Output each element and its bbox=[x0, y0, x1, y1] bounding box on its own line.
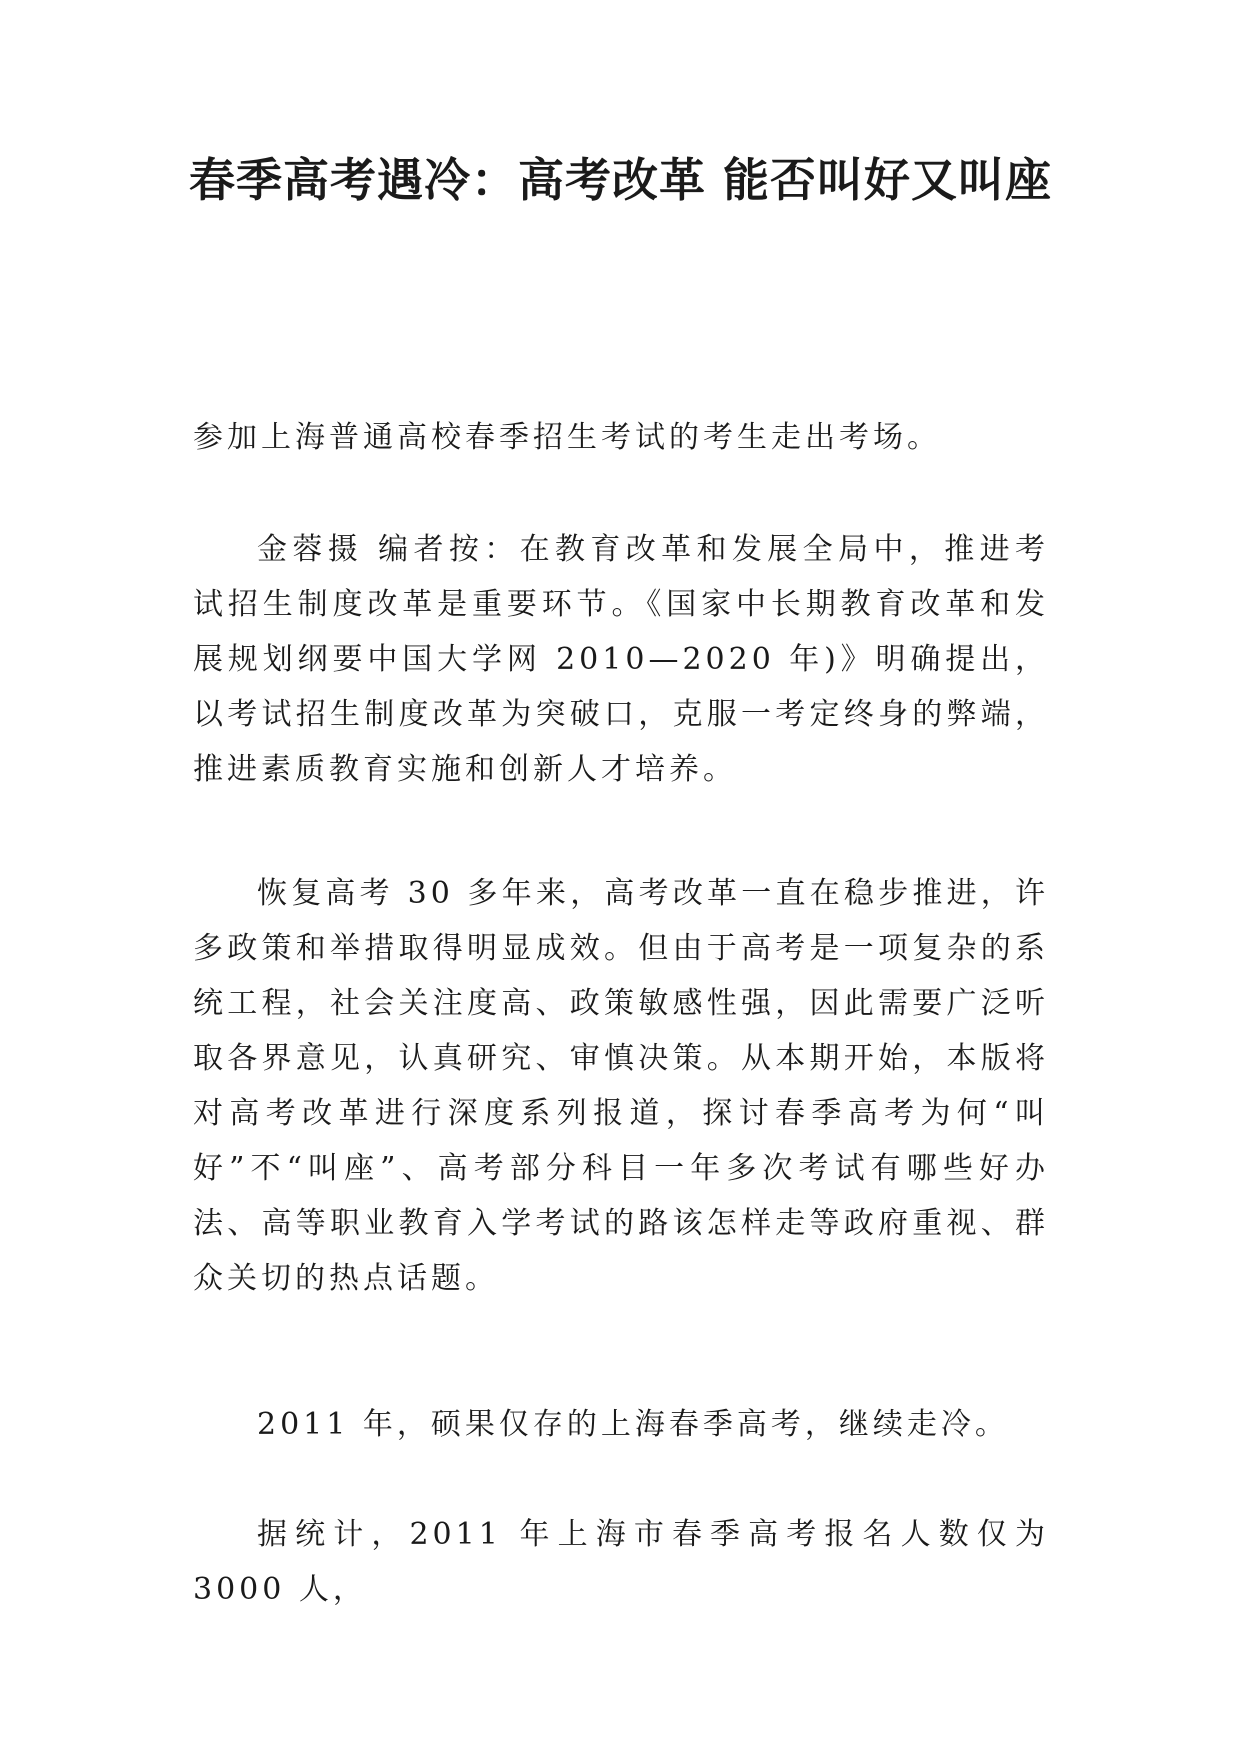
paragraph-reform-overview: 恢复高考 30 多年来，高考改革一直在稳步推进，许多政策和举措取得明显成效。但由于高考是一项复杂的系统工程，社会关注度高、政策敏感性强，因此需要广泛听取各界意见，认真研究、审慎决策。从本期开始，本版将对高考改革进行深度系列报道，探讨春季高考为何“叫好”不“叫座”、高考部分科目一年多次考试有哪些好办法、高等职业教育入学考试的路该怎样走等政府重视、群众关切的热点话题。 bbox=[193, 876, 1049, 1296]
paragraph-photo-caption: 参加上海普通高校春季招生考试的考生走出考场。 bbox=[193, 420, 941, 455]
paragraph-shanghai-2011: 2011 年，硕果仅存的上海春季高考，继续走冷。 bbox=[257, 1407, 1009, 1442]
paragraph-statistics: 据统计，2011 年上海市春季高考报名人数仅为 3000 人， bbox=[193, 1517, 1049, 1607]
document-title: 春季高考遇冷：高考改革 能否叫好又叫座 bbox=[188, 153, 1052, 207]
paragraph-editor-note: 金蓉摄 编者按：在教育改革和发展全局中，推进考试招生制度改革是重要环节。《国家中长期教育改革和发展规划纲要中国大学网 2010—2020 年)》明确提出，以考试招生制度改革为突破口，克服一考定终身的弊端，推进素质教育实施和创新人才培养。 bbox=[193, 532, 1049, 787]
